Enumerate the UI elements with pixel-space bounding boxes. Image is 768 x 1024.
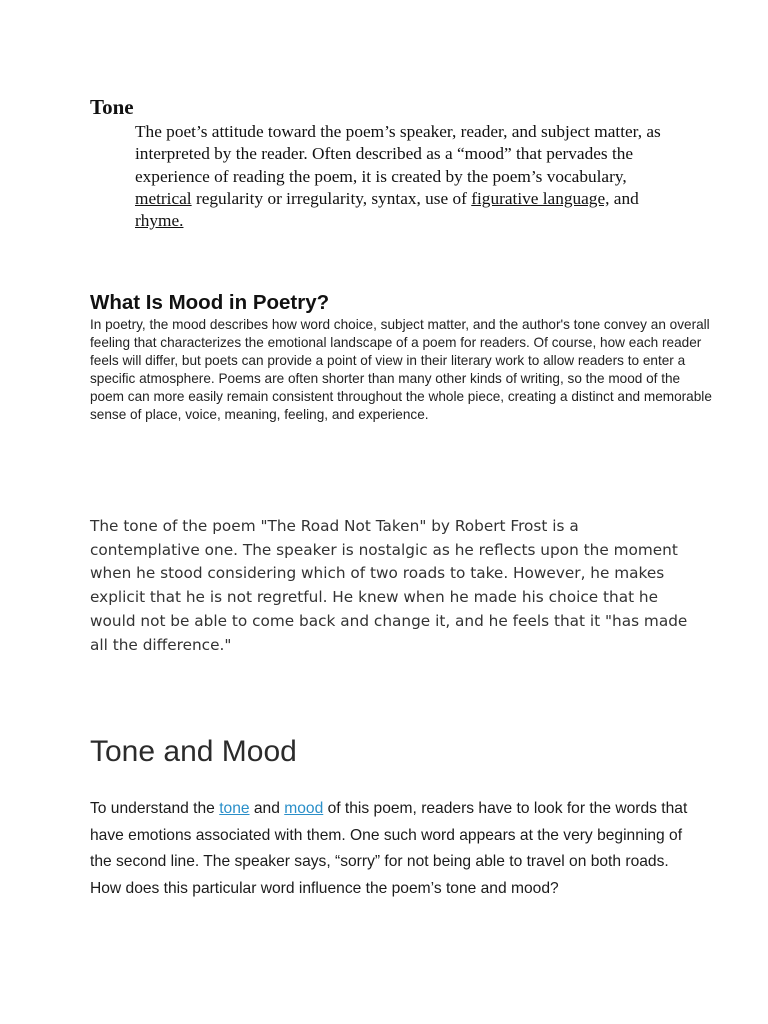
tm-text-start: To understand the	[90, 800, 220, 817]
tone-and-mood-paragraph	[90, 796, 690, 902]
mood-link[interactable]: mood	[284, 800, 324, 817]
figurative-language-link[interactable]: figurative language,	[471, 188, 610, 208]
tm-text-and: and	[249, 800, 285, 817]
tone-link[interactable]: tone	[219, 800, 250, 817]
tone-definition-text-2: regularity or irregularity, syntax, use of	[191, 188, 472, 208]
tone-definition-text-3: and	[609, 188, 639, 208]
tone-and-mood-heading: Tone and Mood	[90, 735, 297, 768]
tone-heading: Tone	[90, 95, 134, 119]
tm-text-rest: of this poem, readers have to look for the words that have emotions associated with them. One such word appears at the very beginning of the second line. The speaker says, “sorry” for not being able to travel on both roads. How does this particular word influence the poem’s tone and mood?	[90, 800, 688, 897]
road-not-taken-paragraph: The tone of the poem "The Road Not Taken" by Robert Frost is a contemplative one. The speaker is nostalgic as he reflects upon the moment when he stood considering which of two roads to take. However, he makes explicit that he is not regretful. He knew when he made his choice that he would not be able to come back and change it, and he feels that it "has made all the difference."	[90, 517, 688, 654]
mood-definition: In poetry, the mood describes how word choice, subject matter, and the author's tone convey an overall feeling that characterizes the emotional landscape of a poem for readers. Of course, how each reader feels will differ, but poets can provide a point of view in their literary work to allow readers to enter a specific atmosphere. Poems are often shorter than many other kinds of writing, so the mood of the poem can more easily remain consistent throughout the whole piece, creating a distinct and memorable sense of place, voice, meaning, feeling, and experience.	[90, 317, 712, 422]
tone-definition-text-1: The poet’s attitude toward the poem’s speaker, reader, and subject matter, as interpreted by the reader. Often described as a “mood” that pervades the experience of reading the poem, it is created by the poem’s vocabulary,	[135, 122, 661, 186]
rhyme-link[interactable]: rhyme.	[135, 211, 184, 231]
mood-heading: What Is Mood in Poetry?	[90, 291, 330, 314]
tone-definition	[135, 121, 675, 232]
metrical-link[interactable]: metrical	[135, 188, 192, 208]
